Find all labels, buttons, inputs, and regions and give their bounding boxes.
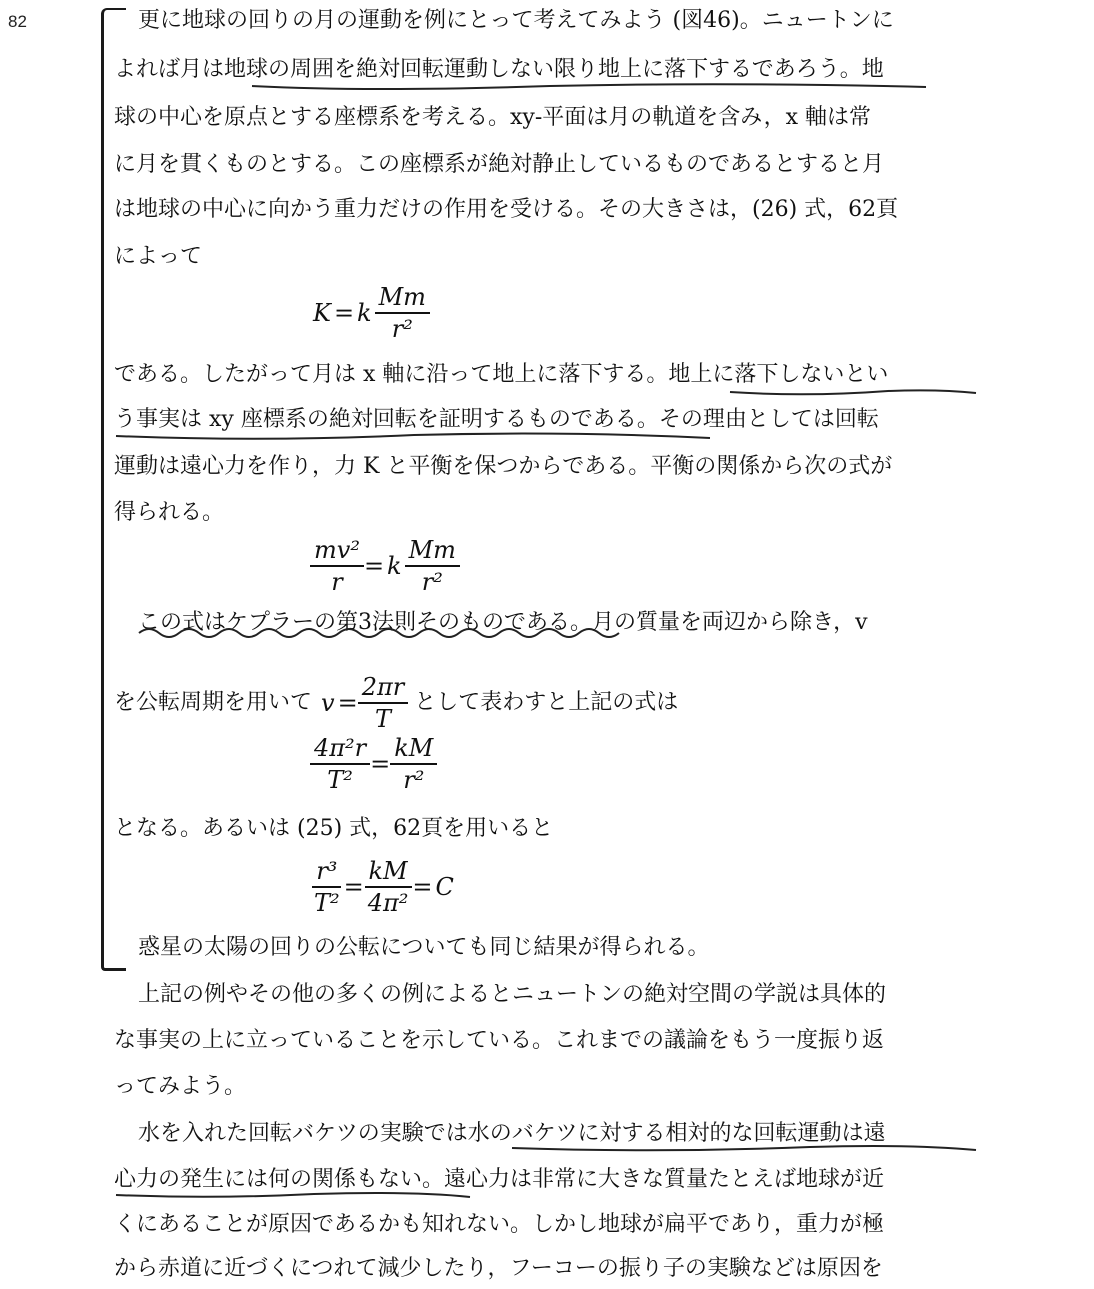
wavy-underline bbox=[137, 623, 637, 643]
text-line: う事実は xy 座標系の絶対回転を証明するものである。その理由としては回転 bbox=[114, 407, 879, 432]
text-line: から赤道に近づくにつれて減少したり，フーコーの振り子の実験などは原因を bbox=[114, 1256, 883, 1281]
eq-denominator: 4π² bbox=[367, 889, 409, 917]
eq-fraction bbox=[390, 733, 437, 795]
handwritten-underline bbox=[114, 1187, 474, 1201]
text-segment: として表わすと上記の式は bbox=[414, 690, 679, 715]
eq-symbol: k bbox=[357, 299, 372, 327]
eq-fraction bbox=[358, 672, 409, 734]
handwritten-underline bbox=[114, 428, 714, 444]
eq-denominator: r² bbox=[391, 315, 413, 343]
eq-numerator: 4π²r bbox=[310, 733, 370, 765]
eq-numerator: Mm bbox=[405, 535, 460, 567]
eq-numerator: 2πr bbox=[358, 672, 409, 704]
equation-gravity-force bbox=[310, 282, 430, 344]
page-number: 82 bbox=[8, 12, 27, 31]
eq-fraction bbox=[364, 856, 413, 918]
eq-operator: = bbox=[370, 750, 391, 778]
text-line-with-equation bbox=[114, 672, 678, 734]
handwritten-underline bbox=[728, 385, 978, 399]
eq-denominator: T² bbox=[327, 766, 353, 794]
equation-equilibrium bbox=[310, 535, 460, 597]
equation-kepler-constant bbox=[310, 856, 457, 918]
text-line: 惑星の太陽の回りの公転についても同じ結果が得られる。 bbox=[138, 935, 710, 960]
eq-denominator: T² bbox=[314, 889, 340, 917]
text-segment: を公転周期を用いて bbox=[114, 690, 313, 715]
eq-fraction bbox=[405, 535, 460, 597]
eq-denominator: r bbox=[331, 568, 343, 596]
text-line: 球の中心を原点とする座標系を考える。xy-平面は月の軌道を含み，x 軸は常 bbox=[114, 105, 871, 130]
text-line: 運動は遠心力を作り，力 K と平衡を保つからである。平衡の関係から次の式が bbox=[114, 454, 893, 479]
eq-denominator: r² bbox=[421, 568, 443, 596]
text-line: 得られる。 bbox=[114, 500, 225, 525]
eq-numerator: kM bbox=[365, 856, 412, 888]
eq-fraction bbox=[310, 733, 370, 795]
eq-operator: = bbox=[363, 552, 385, 580]
eq-operator: = bbox=[333, 299, 355, 327]
text-line: によって bbox=[114, 244, 203, 269]
equation-orbit-period bbox=[310, 733, 437, 795]
eq-operator: = bbox=[412, 873, 433, 901]
text-line: 更に地球の回りの月の運動を例にとって考えてみよう (図46)。ニュートンに bbox=[138, 8, 894, 33]
handwritten-underline bbox=[250, 78, 930, 94]
text-line: な事実の上に立っていることを示している。これまでの議論をもう一度振り返 bbox=[114, 1028, 885, 1053]
eq-operator: = bbox=[337, 689, 358, 717]
text-line: よれば月は地球の周囲を絶対回転運動しない限り地上に落下するであろう。地 bbox=[114, 57, 884, 82]
text-line: となる。あるいは (25) 式，62頁を用いると bbox=[114, 816, 554, 841]
eq-fraction bbox=[375, 282, 430, 344]
eq-numerator: r³ bbox=[312, 856, 341, 888]
text-line: この式はケプラーの第3法則そのものである。月の質量を両辺から除き，v bbox=[138, 610, 868, 635]
eq-denominator: r² bbox=[403, 766, 425, 794]
eq-denominator: T bbox=[374, 705, 391, 733]
text-line: 心力の発生には何の関係もない。遠心力は非常に大きな質量たとえば地球が近 bbox=[114, 1167, 885, 1192]
eq-symbol: k bbox=[387, 552, 402, 580]
text-line: 水を入れた回転バケツの実験では水のバケツに対する相対的な回転運動は遠 bbox=[138, 1121, 886, 1146]
eq-fraction bbox=[310, 535, 364, 597]
text-line: である。したがって月は x 軸に沿って地上に落下する。地上に落下しないとい bbox=[114, 362, 889, 387]
text-line: は地球の中心に向かう重力だけの作用を受ける。その大きさは，(26) 式，62頁 bbox=[114, 197, 899, 222]
eq-numerator: Mm bbox=[375, 282, 430, 314]
text-line: 上記の例やその他の多くの例によるとニュートンの絶対空間の学説は具体的 bbox=[138, 982, 887, 1007]
text-line: に月を貫くものとする。この座標系が絶対静止しているものであるとすると月 bbox=[114, 152, 885, 177]
text-line: くにあることが原因であるかも知れない。しかし地球が扁平であり，重力が極 bbox=[114, 1212, 885, 1237]
eq-numerator: kM bbox=[390, 733, 437, 765]
equation-velocity bbox=[318, 672, 408, 734]
eq-symbol: K bbox=[313, 299, 331, 327]
text-line: ってみよう。 bbox=[114, 1074, 247, 1099]
eq-symbol: C bbox=[435, 873, 454, 901]
eq-fraction bbox=[310, 856, 344, 918]
eq-operator: = bbox=[343, 873, 364, 901]
eq-numerator: mv² bbox=[310, 535, 364, 567]
eq-symbol: v bbox=[321, 689, 335, 717]
handwritten-underline bbox=[510, 1141, 980, 1155]
